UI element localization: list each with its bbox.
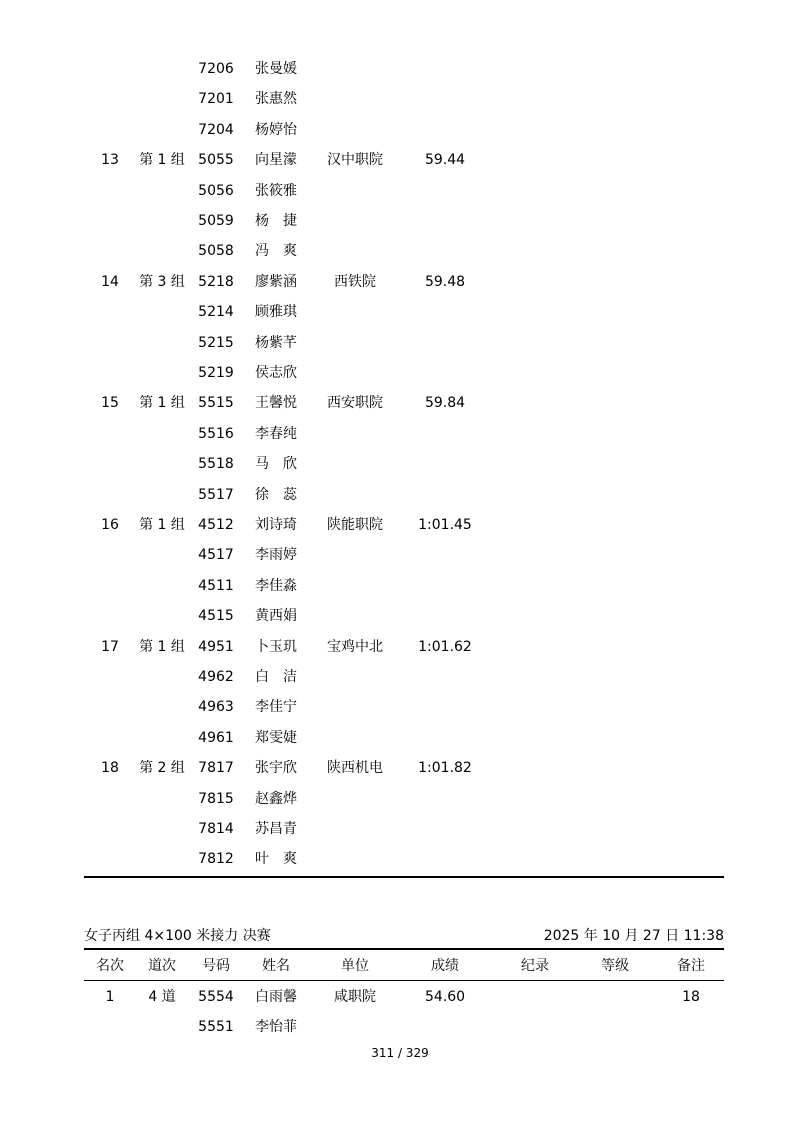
athlete-number-cell: 5516: [198, 425, 234, 442]
athlete-number-cell: 5515: [198, 395, 234, 412]
athlete-name-cell: 顾雅琪: [255, 304, 297, 321]
header-number: 号码: [202, 958, 230, 974]
result-cell: 1:01.45: [418, 517, 472, 533]
athlete-number-cell: 4951: [198, 638, 234, 655]
athlete-number-cell: 4515: [198, 608, 234, 625]
athlete-name-cell: 冯 爽: [255, 243, 297, 260]
table-row: [0, 358, 800, 388]
athlete-name-cell: 杨紫芊: [255, 334, 297, 351]
athlete-number-cell: 4963: [198, 699, 234, 716]
athlete-name-cell: 张曼媛: [255, 61, 297, 77]
group-cell: 第 1 组: [139, 395, 185, 412]
athlete-number-cell: 5551: [198, 1019, 234, 1036]
athlete-name-cell: 侯志欣: [255, 365, 297, 381]
athlete-number-cell: 7815: [198, 790, 234, 807]
athlete-number-cell: 4517: [198, 547, 234, 564]
table-row: [0, 297, 800, 327]
group-cell: 第 2 组: [139, 760, 185, 777]
athlete-name-cell: 徐 蕊: [255, 486, 297, 503]
rank-cell: 18: [101, 760, 119, 777]
athlete-name-cell: 白 洁: [255, 669, 297, 685]
table-row: [0, 753, 800, 783]
athlete-number-cell: 5518: [198, 456, 234, 473]
header-result: 成绩: [431, 958, 459, 974]
athlete-name-cell: 张筱雅: [255, 182, 297, 199]
rank-cell: 1: [105, 989, 115, 1005]
header-note: 备注: [677, 958, 705, 974]
table-row: [0, 115, 800, 145]
table-row: [0, 632, 800, 662]
athlete-name-cell: 刘诗琦: [255, 517, 297, 533]
header-grade: 等级: [601, 958, 629, 974]
athlete-number-cell: 5055: [198, 152, 234, 169]
unit-cell: 西铁院: [334, 273, 376, 290]
group-cell: 第 3 组: [139, 273, 185, 290]
athlete-name-cell: 张宇欣: [255, 760, 297, 777]
athlete-number-cell: 5554: [198, 989, 234, 1005]
athlete-name-cell: 苏昌青: [255, 821, 297, 837]
athlete-name-cell: 王馨悦: [255, 395, 297, 412]
athlete-name-cell: 向星濛: [255, 152, 297, 169]
athlete-name-cell: 白雨馨: [255, 989, 297, 1005]
result-cell: 59.44: [424, 152, 466, 169]
header-bottom-rule: [84, 980, 724, 981]
athlete-number-cell: 7206: [198, 61, 234, 77]
table-row: [0, 84, 800, 114]
header-name: 姓名: [262, 958, 290, 974]
table-row: [0, 510, 800, 540]
lane-cell: 4 道: [148, 989, 176, 1005]
table-row: [0, 662, 800, 692]
rank-cell: 13: [101, 152, 119, 169]
table-row: [0, 1012, 800, 1042]
unit-cell: 宝鸡中北: [327, 638, 383, 655]
athlete-name-cell: 马 欣: [255, 456, 297, 473]
athlete-name-cell: 李怡菲: [255, 1019, 297, 1036]
table-row: [0, 784, 800, 814]
table-header: [0, 952, 800, 980]
athlete-number-cell: 7812: [198, 851, 234, 868]
athlete-name-cell: 廖紫涵: [255, 273, 297, 290]
athlete-name-cell: 李雨婷: [255, 547, 297, 564]
athlete-number-cell: 5215: [198, 334, 234, 351]
athlete-name-cell: 黄西娟: [255, 608, 297, 625]
table-row: [0, 328, 800, 358]
athlete-number-cell: 5056: [198, 182, 234, 199]
athlete-number-cell: 4962: [198, 669, 234, 685]
athlete-number-cell: 5058: [198, 243, 234, 260]
group-cell: 第 1 组: [139, 517, 185, 533]
athlete-number-cell: 7201: [198, 91, 234, 108]
unit-cell: 陕能职院: [327, 517, 383, 533]
athlete-number-cell: 7204: [198, 121, 234, 138]
athlete-number-cell: 7814: [198, 821, 234, 837]
table-row: [0, 267, 800, 297]
unit-cell: 汉中职院: [327, 152, 383, 169]
athlete-name-cell: 李佳宁: [255, 699, 297, 716]
athlete-number-cell: 5219: [198, 365, 234, 381]
group-cell: 第 1 组: [139, 638, 185, 655]
table-row: [0, 844, 800, 874]
rank-cell: 16: [101, 517, 119, 533]
unit-cell: 咸职院: [334, 989, 376, 1005]
athlete-number-cell: 5218: [198, 273, 234, 290]
athlete-number-cell: 5517: [198, 486, 234, 503]
table-row: [0, 601, 800, 631]
table-row: [0, 982, 800, 1012]
table-row: [0, 145, 800, 175]
athlete-number-cell: 4511: [198, 577, 234, 594]
page-number: 311 / 329: [371, 1046, 429, 1060]
table-row: [0, 814, 800, 844]
unit-cell: 西安职院: [327, 395, 383, 412]
table-row: [0, 176, 800, 206]
note-cell: 18: [682, 989, 700, 1005]
athlete-number-cell: 4961: [198, 729, 234, 746]
rank-cell: 14: [101, 273, 119, 290]
table-row: [0, 571, 800, 601]
result-cell: 1:01.62: [418, 638, 472, 655]
result-cell: 59.84: [424, 395, 466, 412]
athlete-name-cell: 张惠然: [255, 91, 297, 108]
athlete-name-cell: 李春纯: [255, 425, 297, 442]
athlete-number-cell: 4512: [198, 517, 234, 533]
section-datetime: 2025 年 10 月 27 日 11:38: [543, 928, 724, 944]
table-row: [0, 692, 800, 722]
table-row: [0, 723, 800, 753]
table-row: [0, 449, 800, 479]
athlete-name-cell: 赵鑫烨: [255, 790, 297, 807]
table-row: [0, 388, 800, 418]
header-rank: 名次: [96, 958, 124, 974]
section-title: 女子丙组 4×100 米接力 决赛: [84, 928, 271, 944]
athlete-name-cell: 李佳淼: [255, 577, 297, 594]
athlete-name-cell: 郑雯婕: [255, 729, 297, 746]
rank-cell: 15: [101, 395, 119, 412]
athlete-name-cell: 卜玉玑: [255, 638, 297, 655]
result-cell: 54.60: [424, 989, 466, 1005]
table-row: [0, 236, 800, 266]
header-record: 纪录: [521, 958, 549, 974]
table-row: [0, 54, 800, 84]
table-row: [0, 206, 800, 236]
athlete-name-cell: 杨 捷: [255, 213, 297, 229]
unit-cell: 陕西机电: [327, 760, 383, 777]
table-bottom-rule: [84, 876, 724, 878]
athlete-number-cell: 7817: [198, 760, 234, 777]
header-unit: 单位: [341, 958, 369, 974]
athlete-number-cell: 5059: [198, 213, 234, 229]
header-lane: 道次: [148, 958, 176, 974]
athlete-number-cell: 5214: [198, 304, 234, 321]
athlete-name-cell: 叶 爽: [255, 851, 297, 868]
table-row: [0, 540, 800, 570]
header-top-rule: [84, 948, 724, 950]
athlete-name-cell: 杨婷怡: [255, 121, 297, 138]
rank-cell: 17: [101, 638, 119, 655]
table-row: [0, 419, 800, 449]
result-cell: 1:01.82: [418, 760, 472, 777]
group-cell: 第 1 组: [139, 152, 185, 169]
result-cell: 59.48: [424, 273, 466, 290]
table-row: [0, 480, 800, 510]
